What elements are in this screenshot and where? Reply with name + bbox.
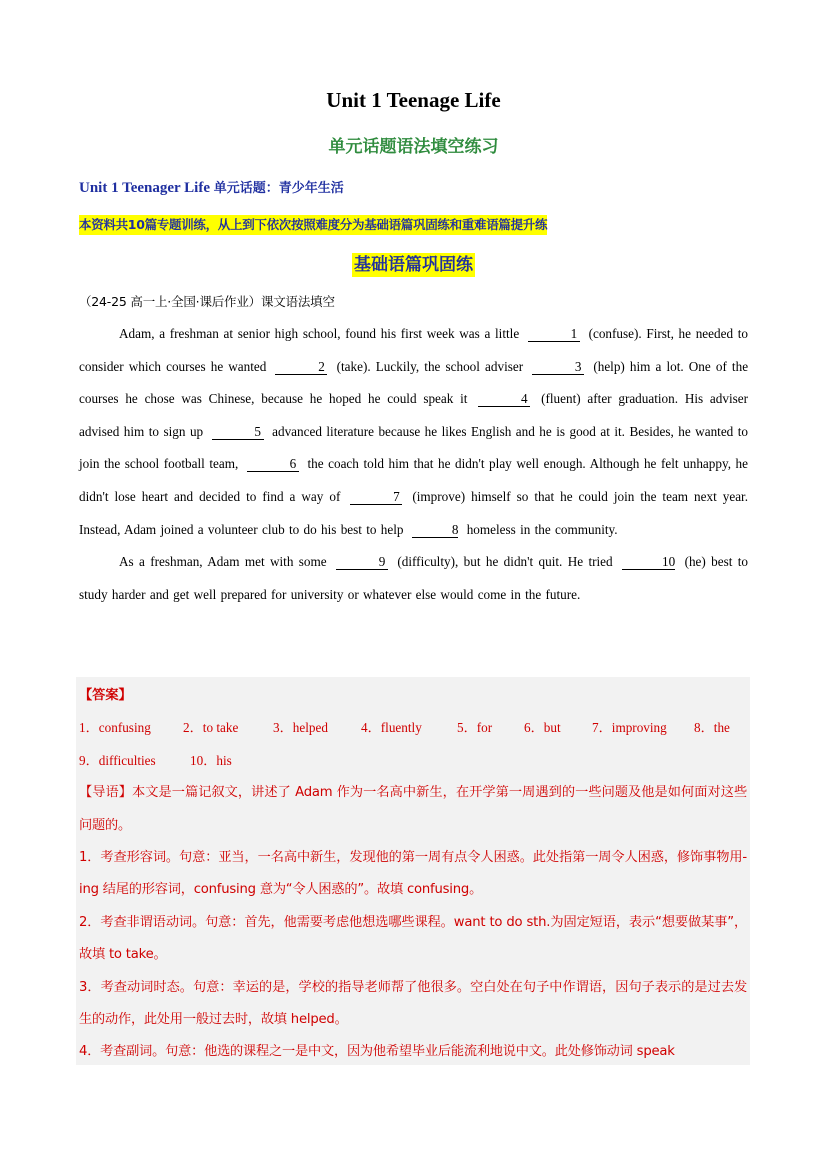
passage <box>79 318 748 611</box>
answer-item: 4．fluently <box>361 720 422 736</box>
answer-item: 5．for <box>457 720 493 736</box>
blank-6: 6 <box>247 457 299 472</box>
answer-item: 2．to take <box>183 720 239 736</box>
blank-3: 3 <box>532 360 584 375</box>
answer-item: 8．the <box>694 720 730 736</box>
passage-paragraph-1: Adam, a freshman at senior high school, found his first week was a little 1 (confuse). First, he needed to consider which courses he wanted 2 (take). Luckily, the school adviser 3 (help) him a lot. One of the courses he chose was Chinese, because he hoped he could speak it 4 (fluent) after graduation. His adviser advised him to sign up 5 advanced literature because he likes English and he is good at it. Besides, he wanted to join the school football team, 6 the coach told him that he didn't play well enough. Although he felt unhappy, he didn't lose heart and decided to find a way of 7 (improve) himself so that he could join the team next year. Instead, Adam joined a volunteer club to do his best to help 8 homeless in the community. <box>79 326 749 537</box>
blank-4: 4 <box>478 392 530 407</box>
answer-explanation-3: 3．考查动词时态。句意：幸运的是，学校的指导老师帮了他很多。空白处在句子中作谓语，因句子表示的是过去发生的动作，此处用一般过去时，故填 helped。 <box>79 979 747 1028</box>
blank-2: 2 <box>275 360 327 375</box>
material-note: 本资料共10篇专题训练，从上到下依次按照难度分为基础语篇巩固练和重难语篇提升练 <box>79 215 547 235</box>
answer-explanation-1: 1．考查形容词。句意：亚当，一名高中新生，发现他的第一周有点令人困惑。此处指第一周令人困惑，修饰事物用-ing 结尾的形容词，confusing 意为“令人困惑的”。故填 confusing。 <box>79 850 747 898</box>
answer-explanation-2: 2．考查非谓语动词。句意：首先，他需要考虑他想选哪些课程。want to do sth.为固定短语，表示“想要做某事”，故填 to take。 <box>79 914 747 963</box>
passage-paragraph-2: As a freshman, Adam met with some 9 (difficulty), but he didn't quit. He tried 10 (he) best to study harder and get well prepared for university or whatever else would come in the future. <box>79 554 749 602</box>
page-title: Unit 1 Teenage Life <box>326 88 501 112</box>
unit-topic <box>79 177 344 197</box>
answer-box <box>76 677 750 1065</box>
blank-5: 5 <box>212 425 264 440</box>
answer-item: 6．but <box>524 720 561 736</box>
answer-row-2 <box>79 745 747 777</box>
section-heading <box>0 250 827 275</box>
answer-item: 10．his <box>190 752 232 768</box>
answer-heading: 【答案】 <box>79 688 132 703</box>
unit-topic-en: Unit 1 Teenager Life <box>79 180 214 196</box>
blank-9: 9 <box>336 555 388 570</box>
blank-7: 7 <box>350 490 402 505</box>
answer-row-1 <box>79 712 747 744</box>
unit-topic-cn: 单元话题：青少年生活 <box>213 181 344 196</box>
answer-item: 7．improving <box>592 720 667 736</box>
blank-8: 8 <box>412 523 459 538</box>
blank-10: 10 <box>622 555 675 570</box>
answer-item: 9．difficulties <box>79 752 156 768</box>
answer-item: 1．confusing <box>79 720 151 736</box>
exercise-source: （24-25 高一上·全国·课后作业）课文语法填空 <box>79 294 335 309</box>
blank-1: 1 <box>528 327 580 342</box>
answer-item: 3．helped <box>273 720 328 736</box>
answer-explanation-4: 4．考查副词。句意：他选的课程之一是中文，因为他希望毕业后能流利地说中文。此处修饰动词 speak <box>79 1044 675 1060</box>
section-heading-label: 基础语篇巩固练 <box>354 255 473 275</box>
answer-intro: 【导语】本文是一篇记叙文，讲述了 Adam 作为一名高中新生，在开学第一周遇到的一些问题及他是如何面对这些问题的。 <box>79 785 747 833</box>
page-subtitle: 单元话题语法填空练习 <box>328 137 499 157</box>
